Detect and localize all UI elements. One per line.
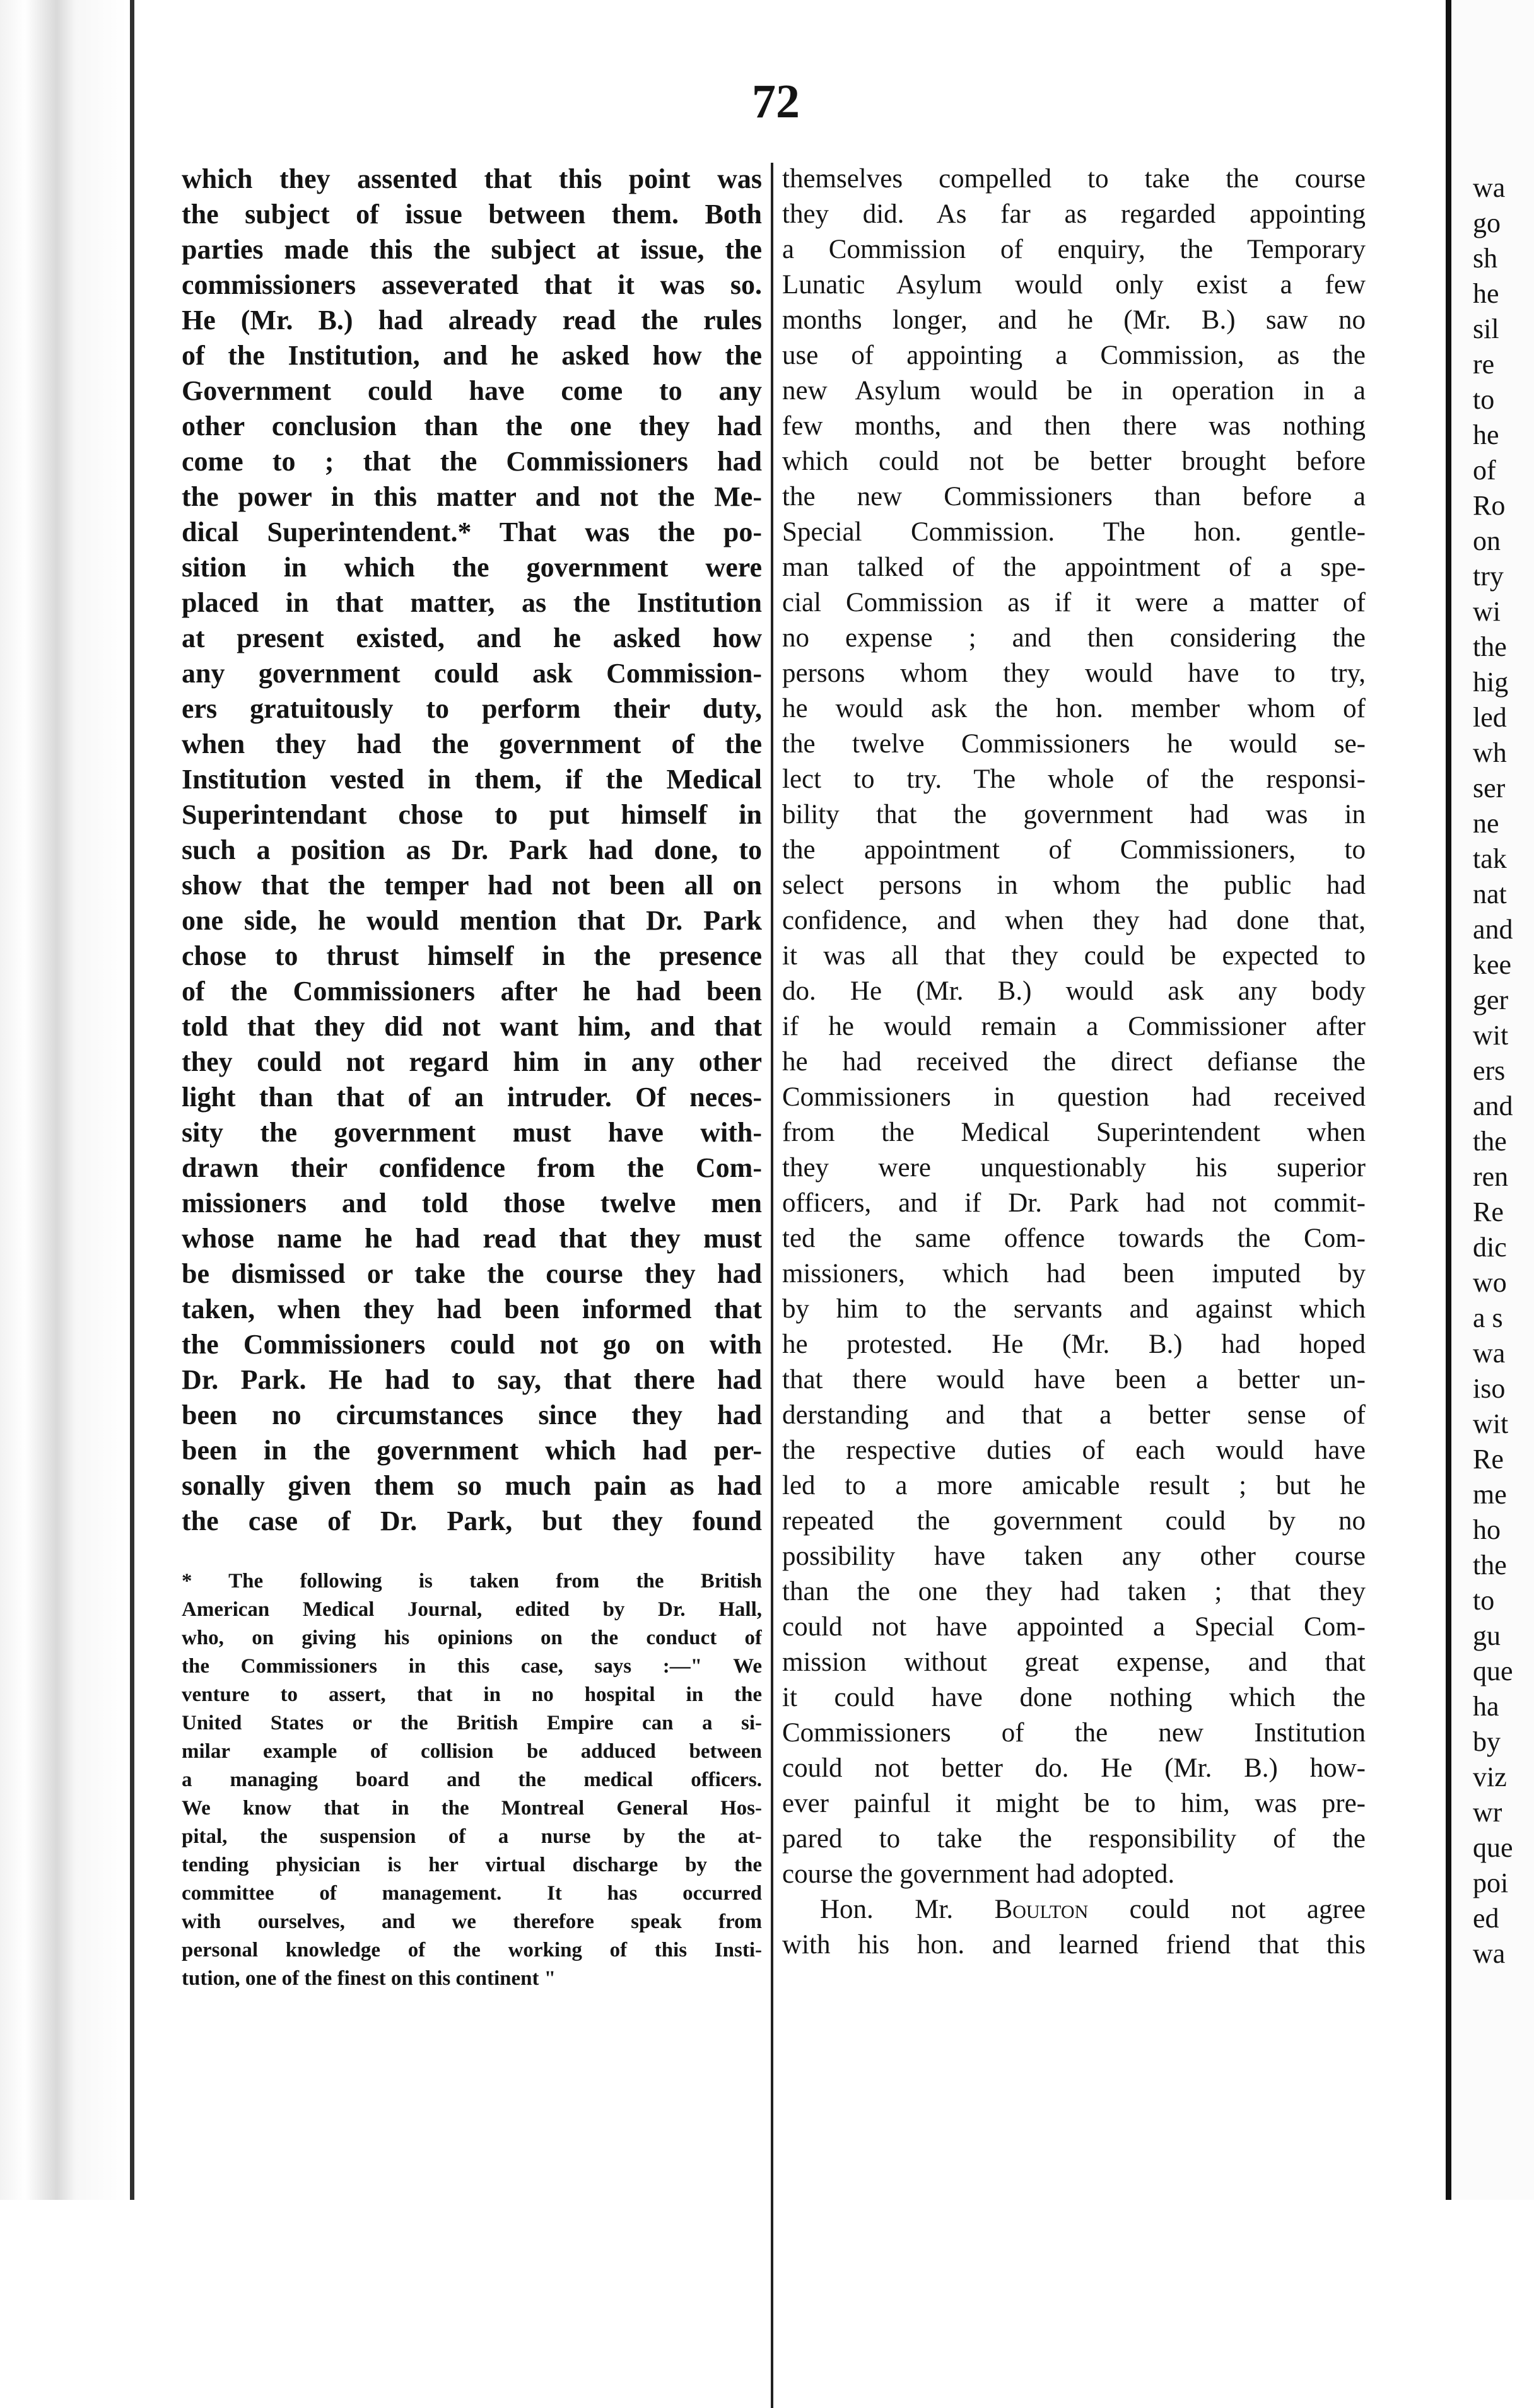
middle-column-line: man talked of the appointment of a spe- bbox=[782, 552, 1366, 582]
left-column-line: Institution vested in them, if the Medical bbox=[182, 764, 762, 795]
footnote-line: We know that in the Montreal General Hos- bbox=[182, 1797, 762, 1820]
footnote-line: pital, the suspension of a nurse by the at- bbox=[182, 1825, 762, 1848]
middle-column-line: persons whom they would have to try, bbox=[782, 658, 1366, 688]
middle-column-line: a Commission of enquiry, the Temporary bbox=[782, 235, 1366, 264]
left-column-line: Government could have come to any bbox=[182, 375, 762, 406]
facing-page-column-fragments bbox=[1473, 170, 1534, 1972]
footnote-line: tending physician is her virtual discharge by the bbox=[182, 1854, 762, 1876]
page-gutter bbox=[1446, 0, 1451, 2200]
facing-page-fragment: ser bbox=[1473, 773, 1506, 804]
left-column-line: other conclusion than the one they had bbox=[182, 411, 762, 441]
middle-column-line: ted the same offence towards the Com- bbox=[782, 1224, 1366, 1253]
facing-page-fragment: the bbox=[1473, 631, 1507, 662]
middle-column-line: new Asylum would be in operation in a bbox=[782, 376, 1366, 406]
middle-column-line: Lunatic Asylum would only exist a few bbox=[782, 270, 1366, 300]
facing-page-fragment: the bbox=[1473, 1126, 1507, 1157]
column-rule bbox=[771, 163, 773, 2408]
facing-page-fragment: to bbox=[1473, 384, 1495, 415]
facing-page-fragment: ers bbox=[1473, 1055, 1506, 1086]
middle-column-line: from the Medical Superintendent when bbox=[782, 1118, 1366, 1147]
middle-column-line: possibility have taken any other course bbox=[782, 1541, 1366, 1571]
facing-page-fragment: wh bbox=[1473, 737, 1507, 768]
left-column-line: the Commissioners could not go on with bbox=[182, 1329, 762, 1360]
facing-page-fragment: led bbox=[1473, 702, 1507, 733]
middle-column-line: Commissioners in question had received bbox=[782, 1082, 1366, 1112]
middle-column-line: he protested. He (Mr. B.) had hoped bbox=[782, 1330, 1366, 1359]
left-column-line: they could not regard him in any other bbox=[182, 1046, 762, 1077]
middle-column-line: bility that the government had was in bbox=[782, 800, 1366, 829]
left-column-line: missioners and told those twelve men bbox=[182, 1188, 762, 1219]
left-column-line: when they had the government of the bbox=[182, 728, 762, 759]
left-column-line: of the Commissioners after he had been bbox=[182, 976, 762, 1007]
middle-column-line: do. He (Mr. B.) would ask any body bbox=[782, 976, 1366, 1006]
middle-column-line: Special Commission. The hon. gentle- bbox=[782, 517, 1366, 547]
middle-column-line: months longer, and he (Mr. B.) saw no bbox=[782, 305, 1366, 335]
middle-column-line: which could not be better brought before bbox=[782, 447, 1366, 476]
left-column-line: be dismissed or take the course they had bbox=[182, 1258, 762, 1289]
footnote-line: who, on giving his opinions on the conduct of bbox=[182, 1627, 762, 1649]
footnote-line: venture to assert, that in no hospital in the bbox=[182, 1683, 762, 1706]
left-column-line: chose to thrust himself in the presence bbox=[182, 940, 762, 971]
middle-column-line: could not better do. He (Mr. B.) how- bbox=[782, 1753, 1366, 1783]
left-column-line: the case of Dr. Park, but they found bbox=[182, 1505, 762, 1536]
facing-page-fragment: hig bbox=[1473, 667, 1509, 698]
facing-page-fragment: wi bbox=[1473, 596, 1501, 627]
left-column-line: taken, when they had been informed that bbox=[182, 1294, 762, 1324]
facing-page-fragment: wa bbox=[1473, 172, 1506, 203]
speaker-name: Boulton bbox=[994, 1895, 1089, 1924]
middle-column-line: lect to try. The whole of the responsi- bbox=[782, 764, 1366, 794]
left-column-line: Dr. Park. He had to say, that there had bbox=[182, 1364, 762, 1395]
left-column-line: sity the government must have with- bbox=[182, 1117, 762, 1148]
left-column-line: one side, he would mention that Dr. Park bbox=[182, 905, 762, 936]
footnote-line: a managing board and the medical officers. bbox=[182, 1768, 762, 1791]
facing-page-fragment: Re bbox=[1473, 1444, 1504, 1475]
left-column-line: been no circumstances since they had bbox=[182, 1400, 762, 1430]
footnote-line: the Commissioners in this case, says :—" We bbox=[182, 1655, 762, 1678]
middle-column-line: the twelve Commissioners he would se- bbox=[782, 729, 1366, 759]
facing-page-fragment: try bbox=[1473, 561, 1504, 592]
middle-column-line: by him to the servants and against which bbox=[782, 1294, 1366, 1324]
facing-page-fragment: to bbox=[1473, 1585, 1495, 1616]
left-column-line: sonally given them so much pain as had bbox=[182, 1470, 762, 1501]
facing-page-fragment: re bbox=[1473, 349, 1495, 380]
facing-page-fragment: gu bbox=[1473, 1620, 1501, 1651]
left-column-line: such a position as Dr. Park had done, to bbox=[182, 834, 762, 865]
middle-column-line: they did. As far as regarded appointing bbox=[782, 199, 1366, 229]
facing-page-fragment: the bbox=[1473, 1550, 1507, 1581]
middle-column-line: than the one they had taken ; that they bbox=[782, 1577, 1366, 1606]
footnote-line: tution, one of the finest on this continent " bbox=[182, 1967, 556, 1990]
left-column-line: commissioners asseverated that it was so. bbox=[182, 269, 762, 300]
paragraph-start-text: Hon. Mr. bbox=[820, 1895, 995, 1924]
left-column-line: ers gratuitously to perform their duty, bbox=[182, 693, 762, 724]
footnote-line: milar example of collision be adduced between bbox=[182, 1740, 762, 1763]
left-column-line: parties made this the subject at issue, the bbox=[182, 234, 762, 265]
facing-page-fragment: go bbox=[1473, 207, 1501, 238]
middle-column-line: the new Commissioners than before a bbox=[782, 482, 1366, 511]
facing-page-fragment: sil bbox=[1473, 313, 1499, 344]
facing-page-fragment: poi bbox=[1473, 1867, 1509, 1898]
left-column-line: told that they did not want him, and that bbox=[182, 1011, 762, 1042]
facing-page-fragment: and bbox=[1473, 1090, 1513, 1121]
facing-page-fragment: ha bbox=[1473, 1691, 1499, 1722]
paragraph-start-line bbox=[782, 1892, 1366, 1927]
facing-page-fragment: on bbox=[1473, 525, 1501, 556]
middle-column-line: he would ask the hon. member whom of bbox=[782, 694, 1366, 723]
middle-column-line: it was all that they could be expected to bbox=[782, 941, 1366, 971]
facing-page-fragment: que bbox=[1473, 1832, 1513, 1863]
middle-column-line: pared to take the responsibility of the bbox=[782, 1824, 1366, 1854]
left-column-line: the subject of issue between them. Both bbox=[182, 199, 762, 230]
middle-column-line: derstanding and that a better sense of bbox=[782, 1400, 1366, 1430]
footnote bbox=[182, 1567, 762, 1993]
footnote-line: American Medical Journal, edited by Dr. Hall, bbox=[182, 1598, 762, 1621]
facing-page-fragment: of bbox=[1473, 455, 1496, 486]
footnote-line: United States or the British Empire can a si- bbox=[182, 1712, 762, 1734]
middle-column-line: no expense ; and then considering the bbox=[782, 623, 1366, 653]
facing-page-fragment: me bbox=[1473, 1479, 1507, 1510]
footnote-line: personal knowledge of the working of this Insti- bbox=[182, 1939, 762, 1961]
left-column-line: any government could ask Commission- bbox=[182, 658, 762, 689]
binding-edge bbox=[130, 0, 134, 2200]
footnote-line: with ourselves, and we therefore speak from bbox=[182, 1910, 762, 1933]
facing-page-fragment: by bbox=[1473, 1726, 1501, 1757]
middle-column-line: mission without great expense, and that bbox=[782, 1647, 1366, 1677]
facing-page-fragment: viz bbox=[1473, 1762, 1507, 1792]
middle-column-line: themselves compelled to take the course bbox=[782, 164, 1366, 194]
middle-column-line: ever painful it might be to him, was pre- bbox=[782, 1789, 1366, 1818]
facing-page-fragment: kee bbox=[1473, 949, 1512, 980]
middle-column-line: Commissioners of the new Institution bbox=[782, 1718, 1366, 1748]
facing-page-fragment: ren bbox=[1473, 1161, 1509, 1192]
middle-column-line: use of appointing a Commission, as the bbox=[782, 341, 1366, 370]
facing-page-fragment: ger bbox=[1473, 985, 1509, 1015]
facing-page-fragment: wo bbox=[1473, 1267, 1507, 1298]
middle-column-line: that there would have been a better un- bbox=[782, 1365, 1366, 1394]
middle-column-line: could not have appointed a Special Com- bbox=[782, 1612, 1366, 1642]
left-column-line: at present existed, and he asked how bbox=[182, 622, 762, 653]
left-column bbox=[182, 161, 762, 1539]
facing-page-fragment: a s bbox=[1473, 1302, 1503, 1333]
facing-page-fragment: nat bbox=[1473, 879, 1507, 909]
left-column-line: whose name he had read that they must bbox=[182, 1223, 762, 1254]
facing-page-fragment: wit bbox=[1473, 1020, 1509, 1051]
left-column-line: drawn their confidence from the Com- bbox=[182, 1152, 762, 1183]
middle-column-line: officers, and if Dr. Park had not commit- bbox=[782, 1188, 1366, 1218]
facing-page-fragment: sh bbox=[1473, 243, 1498, 274]
facing-page-fragment: que bbox=[1473, 1656, 1513, 1686]
middle-column-line: led to a more amicable result ; but he bbox=[782, 1471, 1366, 1500]
left-column-line: placed in that matter, as the Institution bbox=[182, 587, 762, 618]
middle-column-line: missioners, which had been imputed by bbox=[782, 1259, 1366, 1289]
middle-column-line: if he would remain a Commissioner after bbox=[782, 1012, 1366, 1041]
middle-column bbox=[782, 161, 1366, 1963]
left-column-line: sition in which the government were bbox=[182, 552, 762, 583]
facing-page-fragment: ho bbox=[1473, 1514, 1501, 1545]
facing-page-fragment: ed bbox=[1473, 1903, 1499, 1934]
left-column-line: show that the temper had not been all on bbox=[182, 870, 762, 901]
facing-page-fragment: tak bbox=[1473, 843, 1507, 874]
middle-column-line: he had received the direct defianse the bbox=[782, 1047, 1366, 1077]
footnote-line: * The following is taken from the British bbox=[182, 1570, 762, 1593]
left-column-line: been in the government which had per- bbox=[182, 1435, 762, 1466]
middle-column-line: it could have done nothing which the bbox=[782, 1683, 1366, 1712]
middle-column-line: select persons in whom the public had bbox=[782, 870, 1366, 900]
left-column-line: dical Superintendent.* That was the po- bbox=[182, 517, 762, 547]
middle-column-line: few months, and then there was nothing bbox=[782, 411, 1366, 441]
facing-page-fragment: wa bbox=[1473, 1938, 1506, 1969]
facing-page-fragment: iso bbox=[1473, 1373, 1506, 1404]
footnote-line: committee of management. It has occurred bbox=[182, 1882, 762, 1905]
facing-page-fragment: wr bbox=[1473, 1797, 1502, 1828]
left-column-line: the power in this matter and not the Me- bbox=[182, 481, 762, 512]
facing-page-fragment: wa bbox=[1473, 1338, 1506, 1369]
paragraph-rest-text: could not agree bbox=[1088, 1895, 1366, 1924]
facing-page-fragment: Ro bbox=[1473, 490, 1506, 521]
middle-column-line: repeated the government could by no bbox=[782, 1506, 1366, 1536]
facing-page-fragment: and bbox=[1473, 914, 1513, 945]
left-column-line: Superintendant chose to put himself in bbox=[182, 799, 762, 830]
left-column-line: light than that of an intruder. Of neces- bbox=[182, 1082, 762, 1113]
middle-column-line: they were unquestionably his superior bbox=[782, 1153, 1366, 1183]
middle-column-line: course the government had adopted. bbox=[782, 1859, 1175, 1889]
page-number: 72 bbox=[752, 75, 800, 128]
facing-page-fragment: he bbox=[1473, 419, 1499, 450]
middle-column-line: the respective duties of each would have bbox=[782, 1435, 1366, 1465]
facing-page-fragment: wit bbox=[1473, 1408, 1509, 1439]
left-column-line: come to ; that the Commissioners had bbox=[182, 446, 762, 477]
facing-page-fragment: dic bbox=[1473, 1232, 1507, 1263]
left-column-line: He (Mr. B.) had already read the rules bbox=[182, 305, 762, 336]
middle-column-last-line: with his hon. and learned friend that this bbox=[782, 1930, 1366, 1960]
facing-page-fragment: Re bbox=[1473, 1196, 1504, 1227]
facing-page-fragment: ne bbox=[1473, 808, 1499, 839]
middle-column-line: the appointment of Commissioners, to bbox=[782, 835, 1366, 865]
facing-page-fragment: he bbox=[1473, 278, 1499, 309]
middle-column-line: confidence, and when they had done that, bbox=[782, 906, 1366, 935]
left-column-line: of the Institution, and he asked how the bbox=[182, 340, 762, 371]
left-column-line: which they assented that this point was bbox=[182, 163, 762, 194]
middle-column-line: cial Commission as if it were a matter of bbox=[782, 588, 1366, 617]
book-spine-shadow bbox=[0, 0, 126, 2200]
